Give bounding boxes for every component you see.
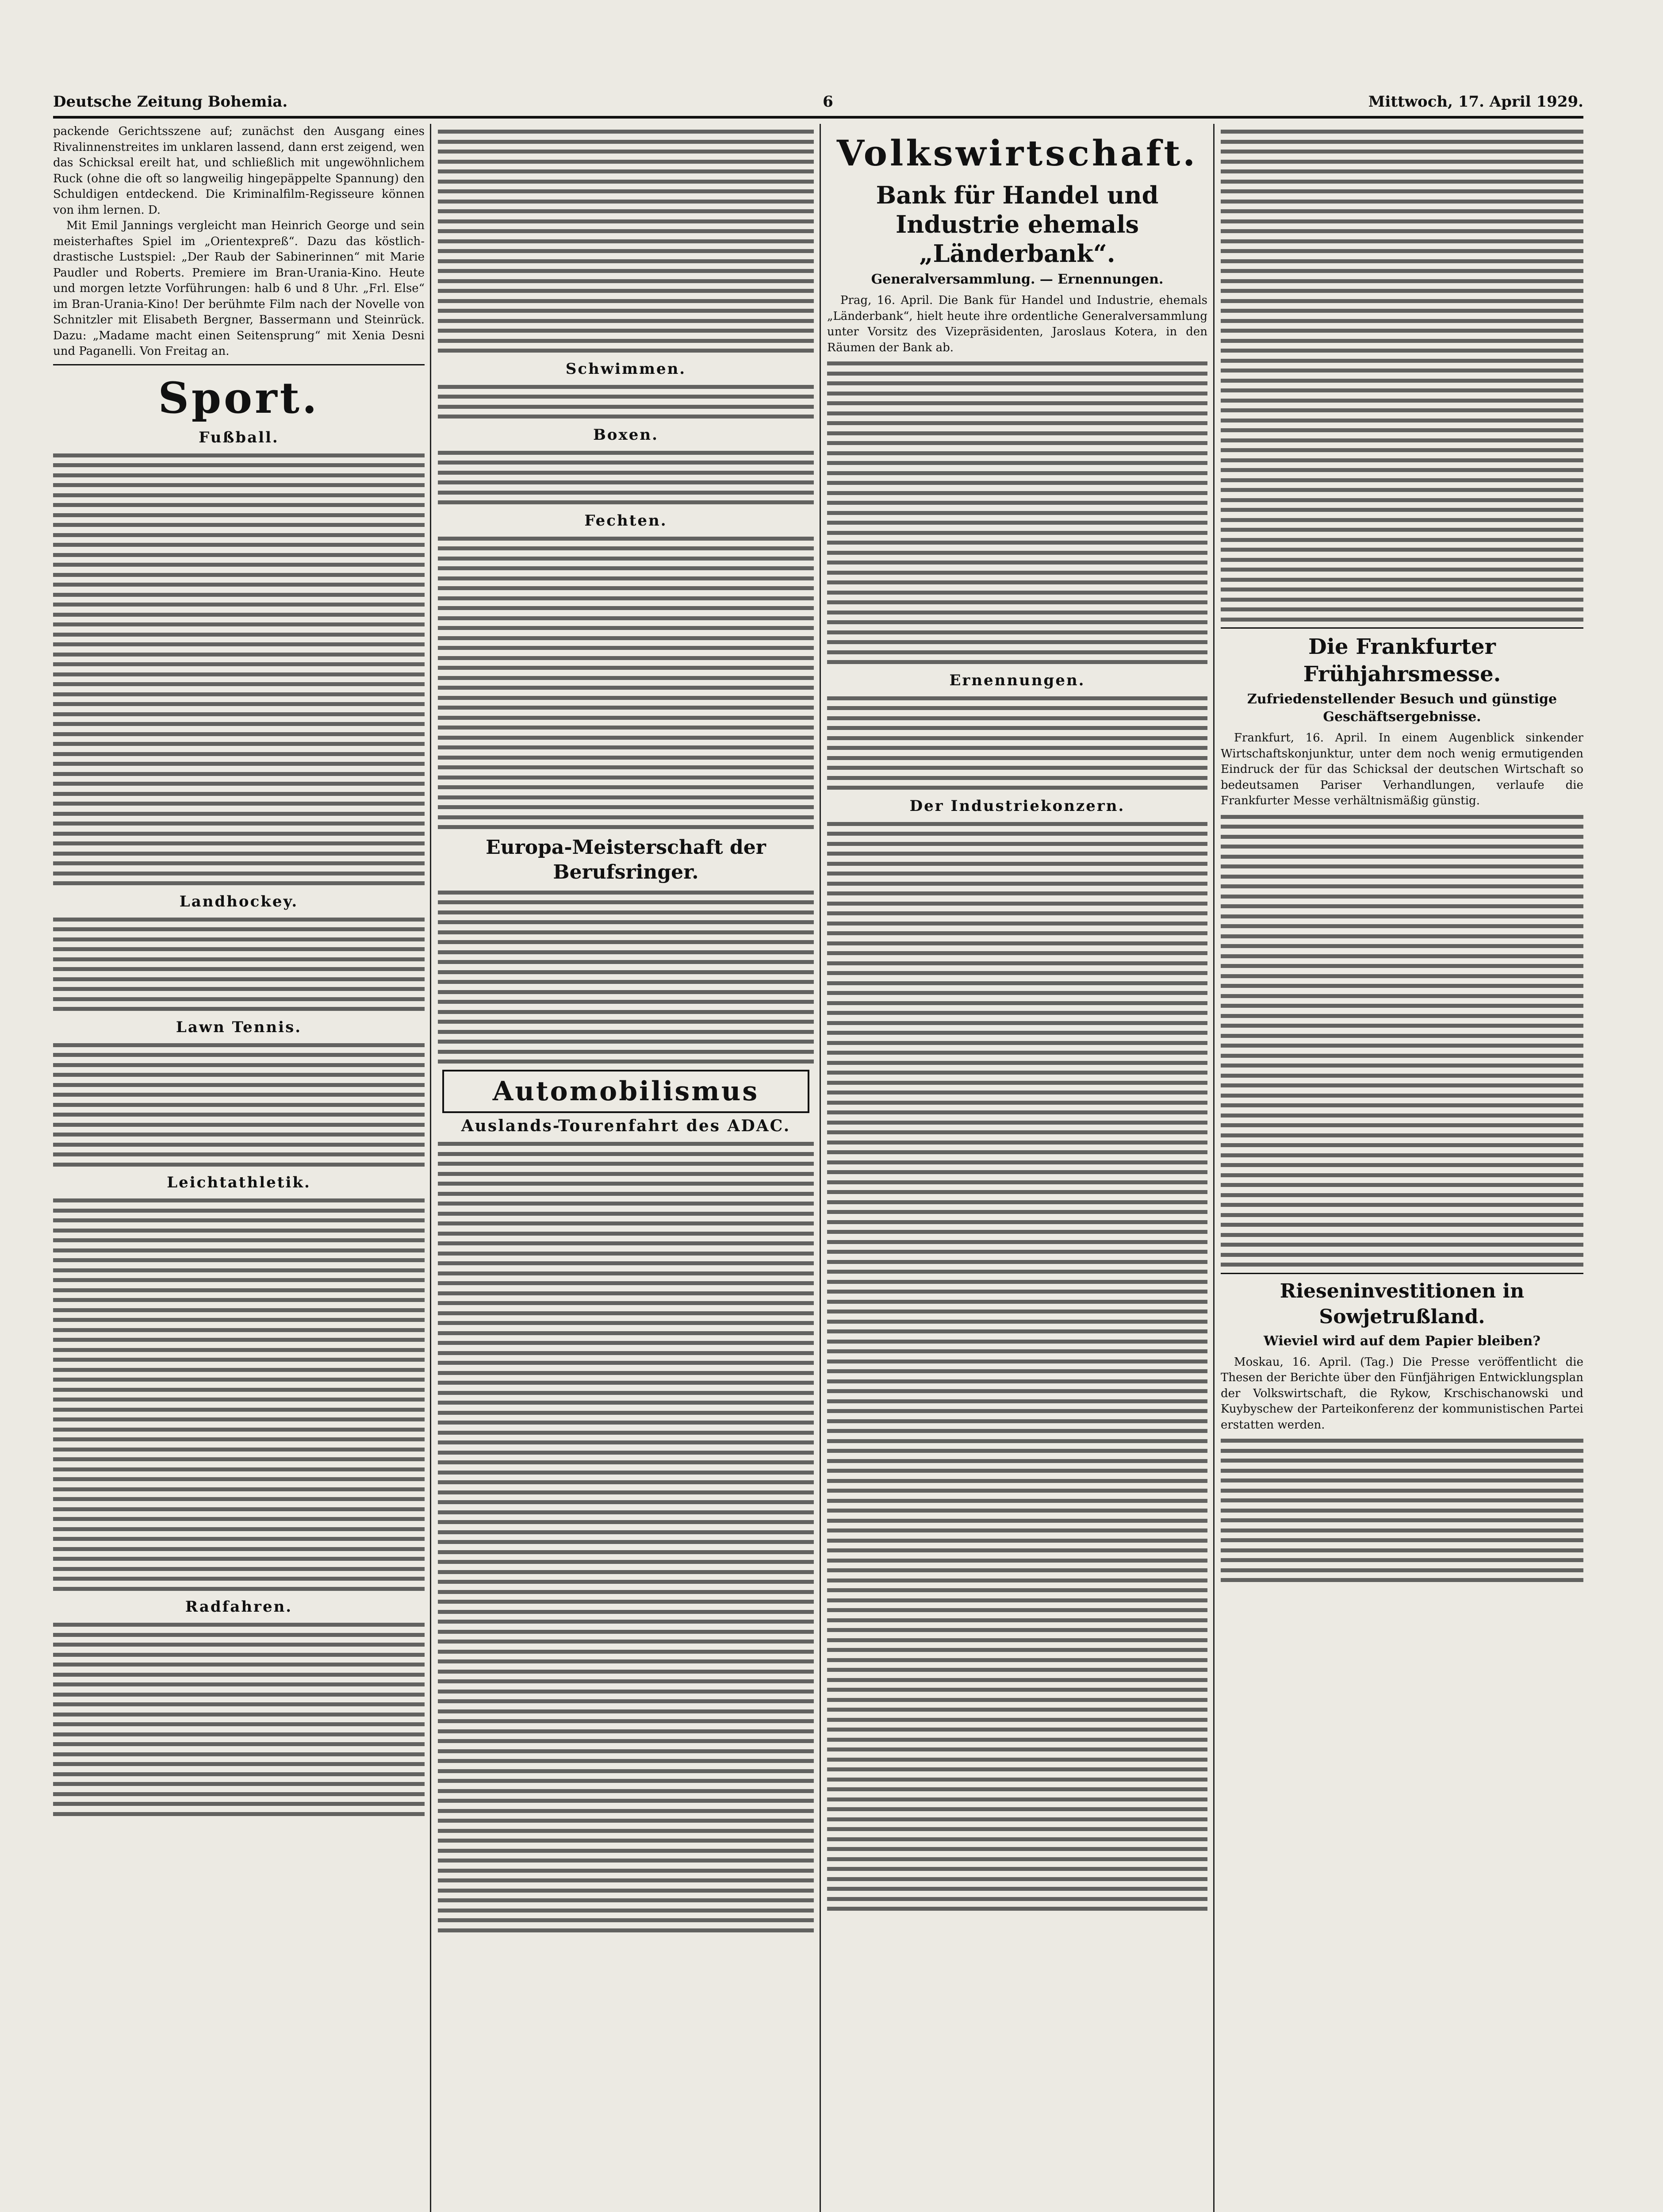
landhockey-heading: Landhockey. xyxy=(179,892,299,910)
column-divider xyxy=(820,124,821,2212)
volkswirtschaft-heading: Volkswirtschaft. xyxy=(836,132,1198,174)
industriekonzern-text xyxy=(827,822,1207,1911)
industriekonzern-heading: Der Industriekonzern. xyxy=(909,797,1125,815)
messe-article-text xyxy=(1221,815,1583,1267)
messe-article-title: Die Frankfurter Frühjahrsmesse. xyxy=(1303,634,1501,687)
column-divider xyxy=(1213,124,1215,2212)
top-rule xyxy=(53,116,1583,119)
russland-article-title: Rieseninvestitionen in Sowjetrußland. xyxy=(1280,1279,1525,1328)
column-2 xyxy=(438,124,814,2212)
bank-article-subtitle: Generalversammlung. — Ernennungen. xyxy=(871,272,1164,287)
column-divider xyxy=(430,124,431,2212)
issue-date: Mittwoch, 17. April 1929. xyxy=(1368,93,1583,111)
lawn-tennis-heading: Lawn Tennis. xyxy=(176,1018,302,1036)
boxen-text xyxy=(438,451,814,505)
economy-continued-text xyxy=(1221,130,1583,622)
landhockey-text xyxy=(53,918,425,1011)
boxen-heading: Boxen. xyxy=(593,426,659,444)
jannings-notice: Mit Emil Jannings vergleicht man Heinrich George und sein meisterhaftes Spiel im „Orientexpreß“. Dazu das köstlich-drastische Lustspiel: „Der Raub der Sabinerinnen“ mit Marie Paudler und Roberts. Premiere im Bran-Urania-Kino. Heute und morgen letzte Vorführungen: halb 6 und 8 Uhr. „Frl. Else“ im Bran-Urania-Kino! Der berühmte Film nach der Novelle von Schnitzler mit Elisabeth Bergner, Bassermann und Steinrück. Dazu: „Madame macht einen Seitensprung“ mit Xenia Desni und Paganelli. Von Freitag an. xyxy=(53,219,425,358)
messe-article-subtitle: Zufriedenstellender Besuch und günstige Geschäftsergebnisse. xyxy=(1247,691,1557,725)
adac-heading: Auslands-Tourenfahrt des ADAC. xyxy=(461,1117,791,1135)
fussball-heading: Fußball. xyxy=(199,428,279,446)
column-1 xyxy=(53,124,425,2212)
section-divider xyxy=(53,364,425,365)
fussball-text xyxy=(53,453,425,886)
sport-heading: Sport. xyxy=(158,373,320,423)
column-4 xyxy=(1221,124,1583,2212)
bank-article-text xyxy=(827,361,1207,664)
leichtathletik-text xyxy=(53,1198,425,1591)
lawn-tennis-text xyxy=(53,1043,425,1167)
ernennungen-text xyxy=(827,696,1207,790)
adac-text xyxy=(438,1142,814,1932)
column-3 xyxy=(827,124,1207,2212)
bank-article-title: Bank für Handel und Industrie ehemals „Länderbank“. xyxy=(876,181,1159,268)
leichtathletik-heading: Leichtathletik. xyxy=(167,1174,311,1191)
masthead xyxy=(53,84,1583,111)
sport-continued-text xyxy=(438,130,814,353)
ringer-text xyxy=(438,891,814,1064)
section-divider xyxy=(1221,627,1583,629)
messe-article-lead: Frankfurt, 16. April. In einem Augenblick sinkender Wirtschaftskonjunktur, unter dem noch wenig ermutigenden Eindruck der für das Schicksal der deutschen Wirtschaft so bedeutsamen Pariser Verhandlungen, verlaufe die Frankfurter Messe verhältnismäßig günstig. xyxy=(1221,731,1583,807)
russland-article-subtitle: Wieviel wird auf dem Papier bleiben? xyxy=(1264,1333,1540,1349)
russland-article-text xyxy=(1221,1439,1583,1582)
film-review-ending: packende Gerichtsszene auf; zunächst den Ausgang eines Rivalinnenstreites im unklaren lassend, dann erst zeigend, wen das Schicksal ereilt hat, und schließlich mit ungewöhnlichem Ruck (ohne die oft so langweilig hingepäppelte Spannung) den Schuldigen entdeckend. Die Kriminalfilm-Regisseure können von ihm lernen. D. xyxy=(53,125,425,217)
bank-article-lead: Prag, 16. April. Die Bank für Handel und Industrie, ehemals „Länderbank“, hielt heute ihre ordentliche Generalversammlung unter Vorsitz des Vizepräsidenten, Jaroslaus Kotera, in den Räumen der Bank ab. xyxy=(827,294,1207,354)
schwimmen-text xyxy=(438,385,814,419)
russland-article-lead: Moskau, 16. April. (Tag.) Die Presse veröffentlicht die Thesen der Berichte über den Fünfjährigen Entwicklungsplan der Volkswirtschaft, die Rykow, Krschischanowski und Kuybyschew der Parteikonferenz der kommunistischen Partei erstatten werden. xyxy=(1221,1355,1583,1432)
radfahren-heading: Radfahren. xyxy=(185,1598,293,1616)
fechten-text xyxy=(438,537,814,830)
automobilismus-heading: Automobilismus xyxy=(442,1070,809,1113)
fechten-heading: Fechten. xyxy=(584,511,667,530)
radfahren-text xyxy=(53,1623,425,1816)
ringer-heading: Europa-Meisterschaft der Berufsringer. xyxy=(486,836,766,883)
schwimmen-heading: Schwimmen. xyxy=(565,360,686,378)
section-divider xyxy=(1221,1273,1583,1274)
page-number: 6 xyxy=(823,93,833,111)
newspaper-name: Deutsche Zeitung Bohemia. xyxy=(53,93,288,111)
ernennungen-heading: Ernennungen. xyxy=(949,671,1085,689)
